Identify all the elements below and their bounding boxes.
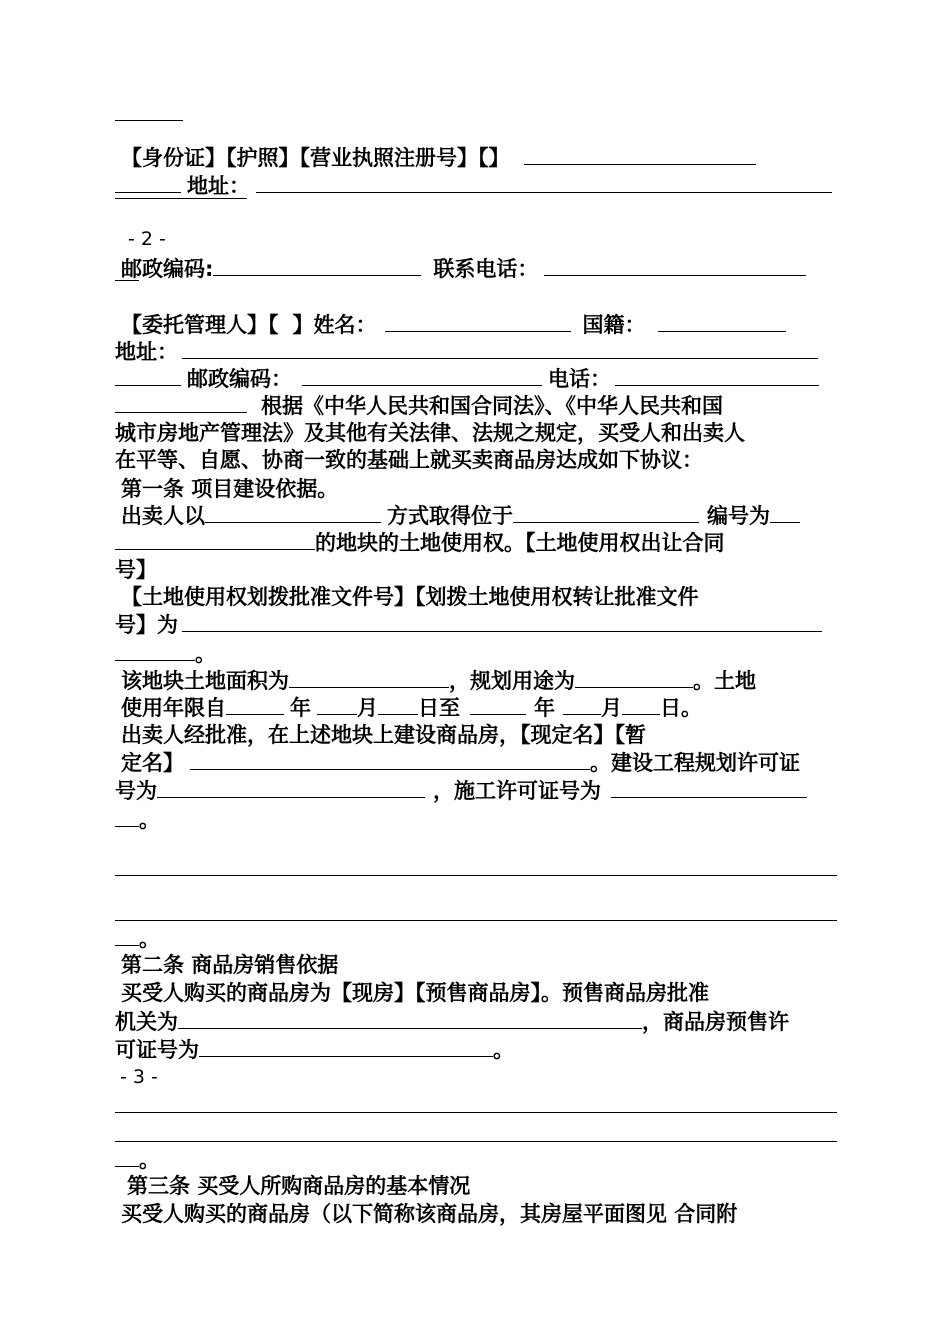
blank-line	[115, 198, 247, 199]
blank-start-month[interactable]	[317, 694, 357, 715]
blank-construction-permit[interactable]	[611, 777, 807, 798]
blank-line	[115, 120, 183, 121]
article-1-title: 第一条 项目建设依据。	[121, 477, 339, 501]
land-alloc-line: 【土地使用权划拨批准文件号】【划拨土地使用权转让批准文件	[121, 585, 699, 609]
blank-method[interactable]	[205, 502, 381, 523]
permit-line: 号为 ，施工许可证号为	[115, 777, 837, 805]
blank-approval-authority[interactable]	[178, 1008, 642, 1029]
blank-id-number[interactable]	[524, 144, 756, 165]
page-number: - 2 -	[128, 228, 166, 250]
permit-line-2: 。	[115, 806, 837, 834]
blank-address[interactable]	[256, 172, 832, 193]
blank-agent-phone[interactable]	[615, 365, 819, 386]
blank-planned-use[interactable]	[575, 667, 693, 688]
blank-start-year[interactable]	[226, 694, 284, 715]
blank[interactable]	[115, 392, 247, 413]
sale-line-2: 机关为 ，商品房预售许	[115, 1010, 789, 1034]
agent-address-line: 地址：	[115, 338, 837, 366]
address-line: 地址：	[115, 172, 837, 200]
blank-postcode[interactable]	[213, 255, 421, 276]
blank-project-name[interactable]	[190, 749, 590, 770]
land-alloc-line-3: 。	[115, 640, 837, 668]
blank-approval-number[interactable]	[182, 611, 822, 632]
article-3-title: 第三条 买受人所购商品房的基本情况	[127, 1174, 471, 1198]
blank-location[interactable]	[513, 502, 699, 523]
law-basis-line-2: 城市房地产管理法》及其他有关法律、法规之规定，买受人和出卖人	[115, 421, 745, 445]
land-alloc-line-2: 号】为	[115, 611, 837, 639]
build-line-2: 定名】 。建设工程规划许可证	[121, 751, 800, 775]
blank-end-day[interactable]	[622, 694, 660, 715]
blank-number[interactable]	[770, 502, 800, 523]
sale-line-3: 可证号为 。	[115, 1038, 514, 1062]
blank-agent-name[interactable]	[385, 311, 571, 332]
blank-line	[115, 280, 139, 281]
blank-agent-postcode[interactable]	[302, 365, 542, 386]
blank[interactable]	[115, 925, 139, 946]
blank-agent-address[interactable]	[182, 338, 818, 359]
id-type-line: 【身份证】【护照】【营业执照注册号】【】	[115, 144, 837, 172]
blank-plot-number[interactable]	[115, 529, 315, 550]
sale-line-1: 买受人购买的商品房为【现房】【预售商品房】。预售商品房批准	[121, 981, 709, 1005]
blank-line	[115, 920, 837, 921]
blank-end-year[interactable]	[470, 694, 526, 715]
blank[interactable]	[115, 172, 181, 193]
blank-end-month[interactable]	[563, 694, 601, 715]
blank[interactable]	[115, 806, 139, 827]
land-term-line: 使用年限自 年 月 日至 年 月 日。	[121, 696, 702, 720]
blank-line	[115, 1112, 837, 1113]
page-number: - 3 -	[120, 1066, 158, 1088]
land-area-line: 该地块土地面积为 ，规划用途为 。土地	[121, 669, 756, 693]
law-basis-line-3: 在平等、自愿、协商一致的基础上就买卖商品房达成如下协议：	[115, 448, 703, 472]
seller-obtain-line: 出卖人以 方式取得位于 编号为	[115, 502, 837, 530]
land-use-line: 的地块的土地使用权。【土地使用权出让合同	[115, 529, 837, 557]
land-use-line-2: 号】	[115, 558, 157, 582]
postcode-line: 邮政编码: 联系电话：	[115, 255, 837, 283]
blank[interactable]	[115, 1146, 139, 1167]
build-line-1: 出卖人经批准，在上述地块上建设商品房，【现定名】【暂	[121, 723, 646, 747]
article-2-title: 第二条 商品房销售依据	[121, 953, 339, 977]
blank-land-area[interactable]	[289, 667, 449, 688]
blank-start-day[interactable]	[378, 694, 418, 715]
blank-phone[interactable]	[544, 255, 806, 276]
blank-line-end: 。	[115, 1146, 837, 1174]
blank-line	[115, 875, 837, 876]
blank-nationality[interactable]	[658, 311, 786, 332]
blank-line-end: 。	[115, 925, 837, 953]
blank-presale-permit[interactable]	[199, 1036, 493, 1057]
article-3-body: 买受人购买的商品房（以下简称该商品房，其房屋平面图见 合同附	[121, 1202, 738, 1226]
blank-planning-permit[interactable]	[157, 777, 425, 798]
agent-postcode-line: 邮政编码： 电话：	[115, 365, 837, 393]
blank[interactable]	[115, 365, 181, 386]
blank-line	[115, 1141, 837, 1142]
blank[interactable]	[115, 640, 195, 661]
agent-line: 【委托管理人】【 】姓名： 国籍：	[115, 311, 837, 339]
law-basis-line-1: 根据《中华人民共和国合同法》、《中华人民共和国	[115, 392, 837, 420]
